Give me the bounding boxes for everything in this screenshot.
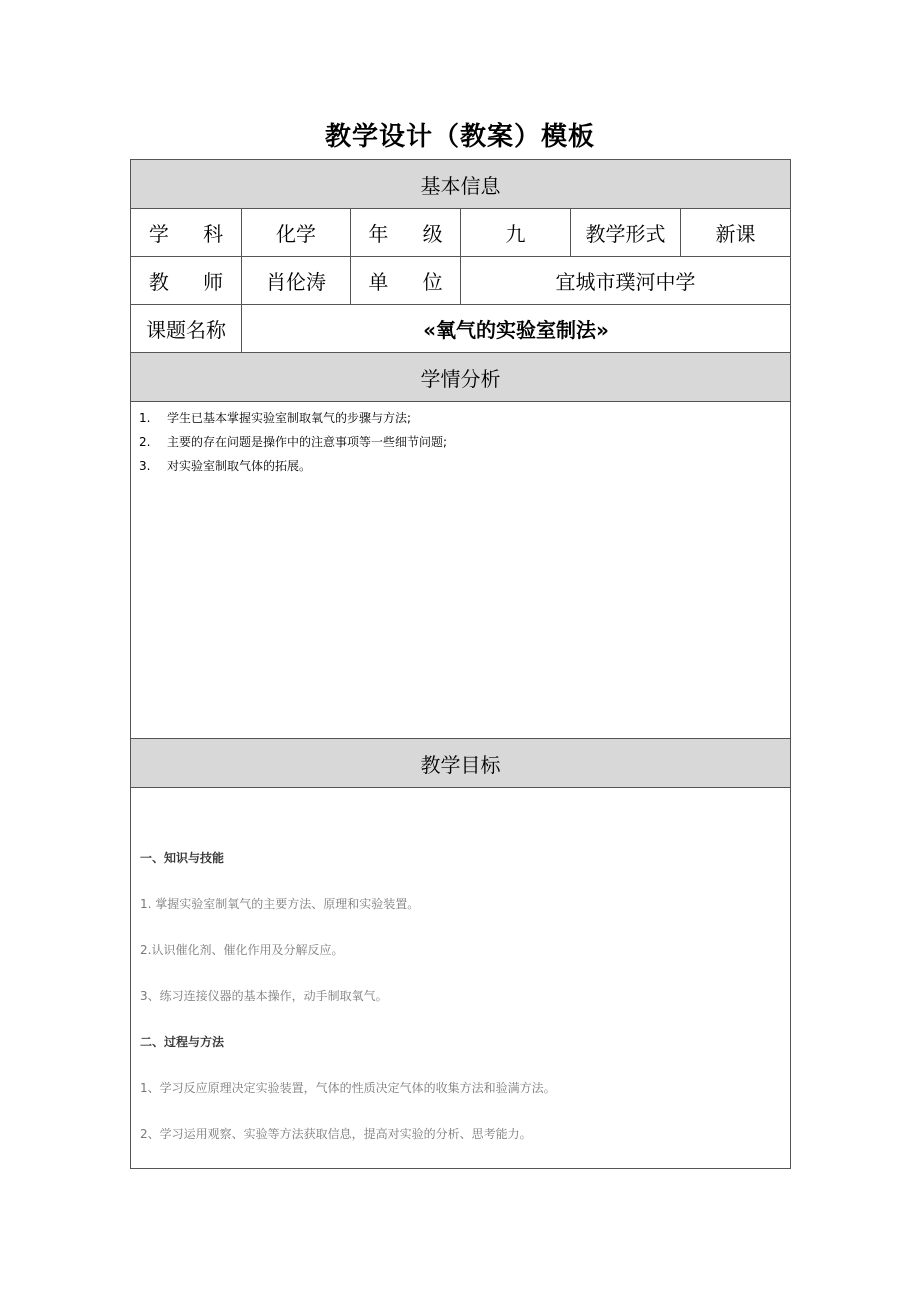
form-value: 新课 xyxy=(681,209,791,257)
analysis-body xyxy=(131,402,791,739)
unit-value: 宜城市璞河中学 xyxy=(461,257,791,305)
form-label: 教学形式 xyxy=(571,209,681,257)
list-item: 2.认识催化剂、催化作用及分解反应。 xyxy=(140,943,344,957)
list-item: 2、学习运用观察、实验等方法获取信息，提高对实验的分析、思考能力。 xyxy=(140,1127,532,1141)
list-item: 1. 掌握实验室制氧气的主要方法、原理和实验装置。 xyxy=(140,897,420,911)
list-item: 2. 主要的存在问题是操作中的注意事项等一些细节问题; xyxy=(139,435,448,449)
goals-header: 教学目标 xyxy=(131,739,791,788)
analysis-list xyxy=(131,402,790,478)
document-title: 教学设计（教案）模板 xyxy=(324,122,595,152)
goals-section-knowledge: 一、知识与技能 xyxy=(140,851,225,865)
grade-value: 九 xyxy=(461,209,571,257)
analysis-header: 学情分析 xyxy=(131,353,791,402)
list-item: 1. 学生已基本掌握实验室制取氧气的步骤与方法; xyxy=(139,411,412,425)
lesson-plan-table xyxy=(130,159,791,1169)
goals-section-process: 二、过程与方法 xyxy=(140,1035,225,1049)
grade-label: 年 级 xyxy=(351,209,461,257)
subject-value: 化学 xyxy=(242,209,351,257)
teacher-label: 教 师 xyxy=(131,257,242,305)
unit-label: 单 位 xyxy=(351,257,461,305)
subject-label: 学 科 xyxy=(131,209,242,257)
goals-body xyxy=(131,788,791,1169)
list-item: 3. 对实验室制取气体的拓展。 xyxy=(139,459,312,473)
topic-label: 课题名称 xyxy=(131,305,242,353)
topic-row xyxy=(131,305,791,353)
list-item: 3、练习连接仪器的基本操作，动手制取氧气。 xyxy=(140,989,388,1003)
basic-info-header: 基本信息 xyxy=(131,160,791,209)
subject-row xyxy=(131,209,791,257)
topic-value: «氧气的实验室制法» xyxy=(242,305,791,353)
list-item: 1、学习反应原理决定实验装置，气体的性质决定气体的收集方法和验满方法。 xyxy=(140,1081,556,1095)
teacher-value: 肖伦涛 xyxy=(242,257,351,305)
teacher-row xyxy=(131,257,791,305)
